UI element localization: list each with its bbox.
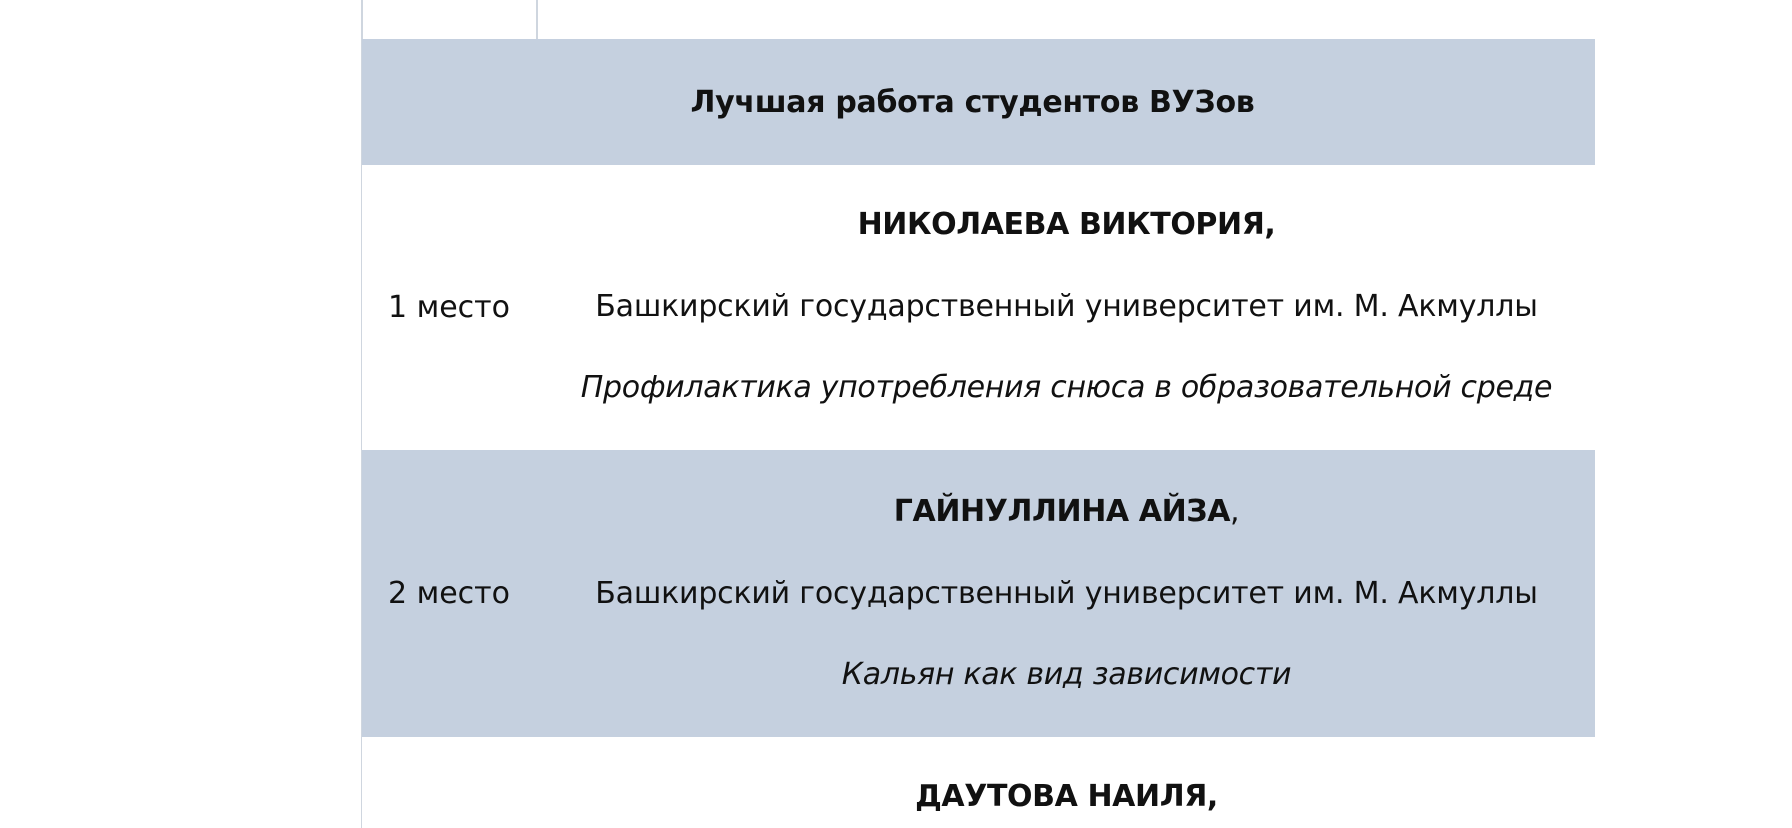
winner-name-text: ГАЙНУЛЛИНА АЙЗА [893,494,1231,529]
winner-name [538,207,1595,242]
winner-info-cell [538,450,1595,737]
winner-name-text: НИКОЛАЕВА ВИКТОРИЯ [857,207,1265,242]
winner-name [538,779,1595,814]
winner-info-cell [538,737,1595,828]
winner-topic: Кальян как вид зависимости [841,657,1292,692]
winner-name [538,494,1595,529]
place-label: 1 место [387,290,511,325]
winner-university: Башкирский государственный университет им. М. Акмуллы [595,289,1538,324]
place-cell [362,737,536,828]
section-title: Лучшая работа студентов ВУЗов [690,84,1255,120]
place-cell [362,165,536,450]
section-header-row [362,39,1595,165]
winner-name-suffix: , [1206,779,1218,814]
winner-name-suffix: , [1264,207,1276,242]
winner-name-suffix: , [1230,494,1240,529]
place-label: 2 место [387,576,511,611]
place-cell [362,450,536,737]
winner-topic: Профилактика употребления снюса в образовательной среде [580,370,1553,405]
table-row [362,450,1595,737]
table-row [362,737,1595,828]
winner-info-cell [538,165,1595,450]
winner-name-text: ДАУТОВА НАИЛЯ [915,779,1207,814]
table-row [362,165,1595,450]
winner-university: Башкирский государственный университет им. М. Акмуллы [595,576,1538,611]
